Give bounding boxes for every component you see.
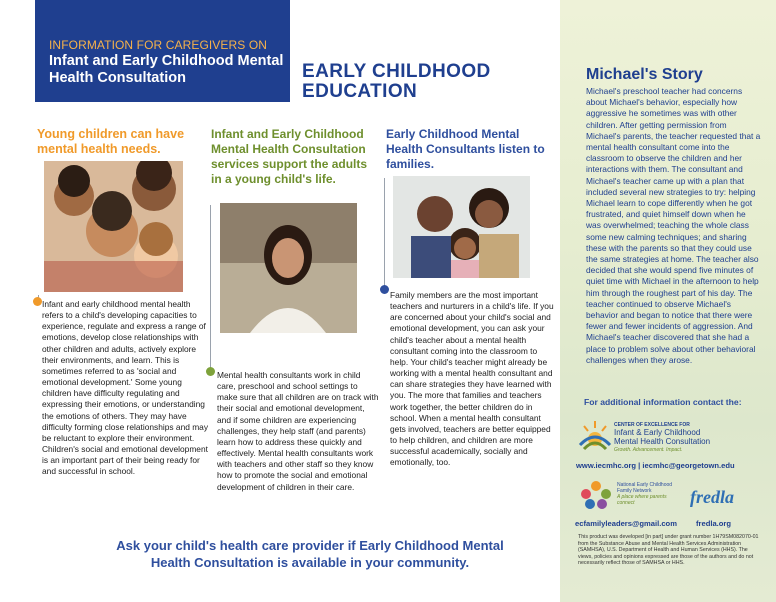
children-photo: [44, 161, 183, 292]
coe-urls[interactable]: www.iecmhc.org | iecmhc@georgetown.edu: [576, 461, 735, 470]
column-2-heading: Infant and Early Childhood Mental Health Consultation services support the adults in a young child's life.: [211, 127, 368, 186]
caregivers-line: INFORMATION FOR CAREGIVERS ON: [49, 38, 268, 52]
column-1-body: Infant and early childhood mental health refers to a child's developing capacities to experience, regulate and express a range of emotions, develop close relationships with other children and adults, actively explore their environments, and learn. This is sometimes referred to as 'social and emotional development.' Some young children have difficulty regulating and expressing their emotions, or understanding the emotions of others. They may have difficulty forming close relationships and may be reluctant to explore their environment. Children's social and emotional development is an important part of their being ready for and successful in school.: [42, 299, 209, 477]
header-banner: [35, 0, 290, 102]
family-network-logo-icon: [576, 476, 616, 512]
consultant-photo: [220, 203, 357, 333]
column-2-body: Mental health consultants work in child care, preschool and school settings to make sure that all children are on track with their social and emotional development, and if some children are experiencing challenges, they help staff (and parents) learn how to address these quickly and effectively. Mental health consultants work with teachers and other staff so they know how to promote the social and emotional development of children in their care.: [217, 370, 379, 492]
network-email[interactable]: ecfamilyleaders@gmail.com: [575, 519, 677, 528]
consultant-illustration: [220, 203, 357, 333]
children-illustration: [44, 161, 183, 292]
story-body: Michael's preschool teacher had concerns about Michael's behavior, especially how aggressive he sometimes was with other children. After getting permission from Michael's parents, the teacher requested that a mental health consultant come into the classroom to observe the children and her interactions with them. The consultant and Michael's teacher came up with a plan that included several new strategies to try: helping Michael learn to cope differently when he got frustrated, and quiet himself down when he was overwhelmed; teaching the whole class some new calming techniques; and sharing these with the parents so that they could use the same strategies at home. The teacher also decided that she would spend five minutes of quiet time with Michael in the afternoon to help him through the roughest part of his day. The teacher continued to observe Michael's behavior and began to notice that there were fewer and fewer incidents of aggression. And Michael's teacher discovered that she had a place to problem solve about other behavioral challenges when they arose.: [586, 86, 761, 365]
family-photo: [393, 176, 530, 278]
call-to-action: Ask your child's health care provider if Early Childhood Mental Health Consultation is available in your community.: [116, 538, 504, 570]
coe-line1: CENTER OF EXCELLENCE FOR: [614, 422, 690, 428]
fredla-logo: fredla: [690, 487, 734, 507]
coe-logo: [578, 417, 716, 455]
section-title: EARLY CHILDHOOD EDUCATION: [302, 61, 491, 102]
family-network-name: [617, 482, 679, 506]
fredla-url[interactable]: fredla.org: [696, 519, 732, 528]
coe-sun-icon: [578, 419, 612, 453]
coe-line2: Infant & Early Childhood Mental Health Consultation: [614, 428, 711, 446]
family-illustration: [393, 176, 530, 278]
column-3-heading: Early Childhood Mental Health Consultants listen to families.: [386, 127, 545, 171]
story-title: Michael's Story: [586, 66, 703, 83]
contact-heading: For additional information contact the:: [584, 397, 742, 407]
program-title: Infant and Early Childhood Mental Health Consultation: [49, 53, 284, 86]
family-network-title: National Early Childhood Family Network: [617, 482, 673, 494]
connector-line-3: [384, 178, 385, 288]
coe-tagline: Growth. Advancement. Impact.: [614, 447, 683, 453]
column-3-body: Family members are the most important teachers and nurturers in a child's life. If you are concerned about your child's social and emotional development, you can ask your child's teacher about a mental health consultant coming into the classroom to help. Your child's teacher might already be working with a mental health consultant and can share strategies they have learned with you. The more that families and teachers work together, the better children do in school. When a mental health consultant gets involved, teachers are better equipped to help children, and children are more successful academically, socially and emotionally, too.: [390, 290, 554, 468]
column-1-heading: Young children can have mental health needs.: [37, 127, 185, 156]
disclaimer: This product was developed [in part] under grant number 1H79SM082070-01 from the Substance Abuse and Mental Health Services Administration (SAMHSA), U.S. Department of Health and Human Services (HHS). The views, policies and opinions expressed are those of the authors and do not necessarily reflect those of SAMHSA or HHS.: [578, 534, 759, 567]
family-network-tagline: A place where parents connect: [617, 494, 667, 506]
